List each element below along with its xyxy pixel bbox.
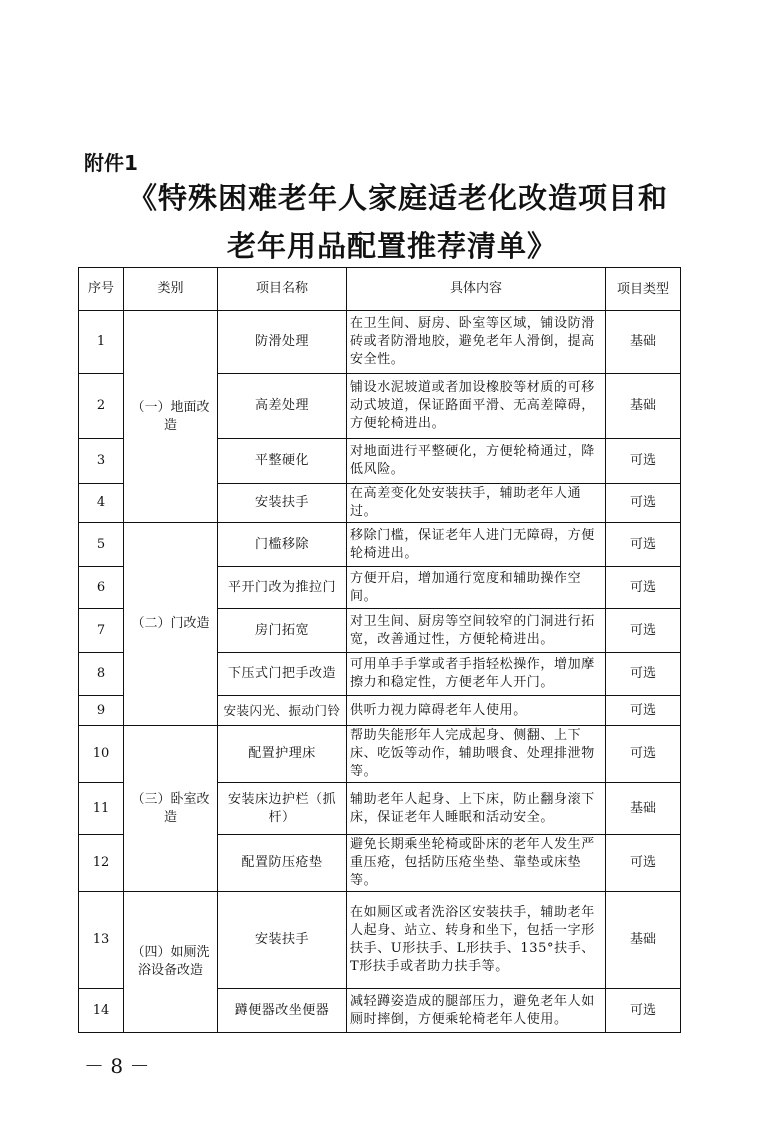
header-item-name: 项目名称 bbox=[218, 268, 347, 311]
table-row bbox=[79, 726, 681, 783]
category-cell: （三）卧室改造 bbox=[124, 726, 218, 892]
row-content: 在卫生间、厨房、卧室等区域，铺设防滑砖或者防滑地胶，避免老年人滑倒，提高安全性。 bbox=[347, 311, 606, 374]
row-type: 可选 bbox=[606, 439, 681, 484]
row-content: 减轻蹲姿造成的腿部压力，避免老年人如厕时摔倒，方便乘轮椅老年人使用。 bbox=[347, 989, 606, 1033]
annex-label: 附件1 bbox=[84, 151, 138, 175]
row-content: 对卫生间、厨房等空间较窄的门洞进行拓宽，改善通过性，方便轮椅进出。 bbox=[347, 609, 606, 653]
row-item-name: 平整硬化 bbox=[218, 439, 347, 484]
row-content: 在如厕区或者洗浴区安装扶手，辅助老年人起身、站立、转身和坐下，包括一字形扶手、U形扶手、L形扶手、135°扶手、T形扶手或者助力扶手等。 bbox=[347, 892, 606, 989]
row-item-name: 蹲便器改坐便器 bbox=[218, 989, 347, 1033]
row-content: 移除门槛，保证老年人进门无障碍，方便轮椅进出。 bbox=[347, 523, 606, 567]
row-item-name: 房门拓宽 bbox=[218, 609, 347, 653]
row-type: 可选 bbox=[606, 653, 681, 696]
row-item-name: 防滑处理 bbox=[218, 311, 347, 374]
row-content: 避免长期乘坐轮椅或卧床的老年人发生严重压疮，包括防压疮坐垫、靠垫或床垫等。 bbox=[347, 835, 606, 892]
header-category: 类别 bbox=[124, 268, 218, 311]
row-type: 可选 bbox=[606, 696, 681, 726]
row-item-name: 配置防压疮垫 bbox=[218, 835, 347, 892]
row-seq: 1 bbox=[79, 311, 124, 374]
category-cell: （二）门改造 bbox=[124, 523, 218, 726]
row-content: 方便开启，增加通行宽度和辅助操作空间。 bbox=[347, 567, 606, 609]
document-title-line-2: 老年用品配置推荐清单》 bbox=[226, 229, 557, 263]
document-title-line-1: 《特殊困难老年人家庭适老化改造项目和 bbox=[127, 181, 668, 215]
row-type: 可选 bbox=[606, 835, 681, 892]
row-item-name: 安装床边护栏（抓杆） bbox=[218, 783, 347, 835]
row-type: 可选 bbox=[606, 567, 681, 609]
row-type: 可选 bbox=[606, 726, 681, 783]
row-type: 可选 bbox=[606, 484, 681, 523]
recommendation-table bbox=[78, 267, 681, 1033]
row-content: 对地面进行平整硬化，方便轮椅通过，降低风险。 bbox=[347, 439, 606, 484]
row-item-name: 安装闪光、振动门铃 bbox=[218, 696, 347, 726]
table-row bbox=[79, 892, 681, 989]
category-cell: （一）地面改造 bbox=[124, 311, 218, 523]
row-content: 在高差变化处安装扶手，辅助老年人通过。 bbox=[347, 484, 606, 523]
row-seq: 8 bbox=[79, 653, 124, 696]
row-content: 铺设水泥坡道或者加设橡胶等材质的可移动式坡道，保证路面平滑、无高差障碍，方便轮椅进出。 bbox=[347, 374, 606, 439]
row-item-name: 安装扶手 bbox=[218, 892, 347, 989]
row-seq: 12 bbox=[79, 835, 124, 892]
row-type: 可选 bbox=[606, 523, 681, 567]
row-type: 基础 bbox=[606, 311, 681, 374]
row-seq: 13 bbox=[79, 892, 124, 989]
row-item-name: 下压式门把手改造 bbox=[218, 653, 347, 696]
row-seq: 4 bbox=[79, 484, 124, 523]
table-row bbox=[79, 311, 681, 374]
row-type: 基础 bbox=[606, 892, 681, 989]
header-seq: 序号 bbox=[79, 268, 124, 311]
row-seq: 5 bbox=[79, 523, 124, 567]
row-seq: 6 bbox=[79, 567, 124, 609]
table-header-row bbox=[79, 268, 681, 311]
row-type: 可选 bbox=[606, 989, 681, 1033]
row-type: 可选 bbox=[606, 609, 681, 653]
row-type: 基础 bbox=[606, 374, 681, 439]
row-seq: 9 bbox=[79, 696, 124, 726]
row-item-name: 安装扶手 bbox=[218, 484, 347, 523]
row-item-name: 平开门改为推拉门 bbox=[218, 567, 347, 609]
page-number: － 8 － bbox=[84, 1054, 150, 1078]
row-seq: 10 bbox=[79, 726, 124, 783]
row-content: 帮助失能形年人完成起身、侧翻、上下床、吃饭等动作，辅助喂食、处理排泄物等。 bbox=[347, 726, 606, 783]
header-type: 项目类型 bbox=[606, 268, 681, 311]
header-content: 具体内容 bbox=[347, 268, 606, 311]
row-item-name: 门槛移除 bbox=[218, 523, 347, 567]
row-content: 可用单手手掌或者手指轻松操作，增加摩擦力和稳定性，方便老年人开门。 bbox=[347, 653, 606, 696]
row-item-name: 配置护理床 bbox=[218, 726, 347, 783]
row-seq: 14 bbox=[79, 989, 124, 1033]
row-seq: 7 bbox=[79, 609, 124, 653]
row-seq: 11 bbox=[79, 783, 124, 835]
table-row bbox=[79, 523, 681, 567]
row-type: 基础 bbox=[606, 783, 681, 835]
row-content: 辅助老年人起身、上下床，防止翻身滚下床，保证老年人睡眠和活动安全。 bbox=[347, 783, 606, 835]
row-item-name: 高差处理 bbox=[218, 374, 347, 439]
row-seq: 3 bbox=[79, 439, 124, 484]
category-cell: （四）如厕洗浴设备改造 bbox=[124, 892, 218, 1033]
row-content: 供听力视力障碍老年人使用。 bbox=[347, 696, 606, 726]
row-seq: 2 bbox=[79, 374, 124, 439]
